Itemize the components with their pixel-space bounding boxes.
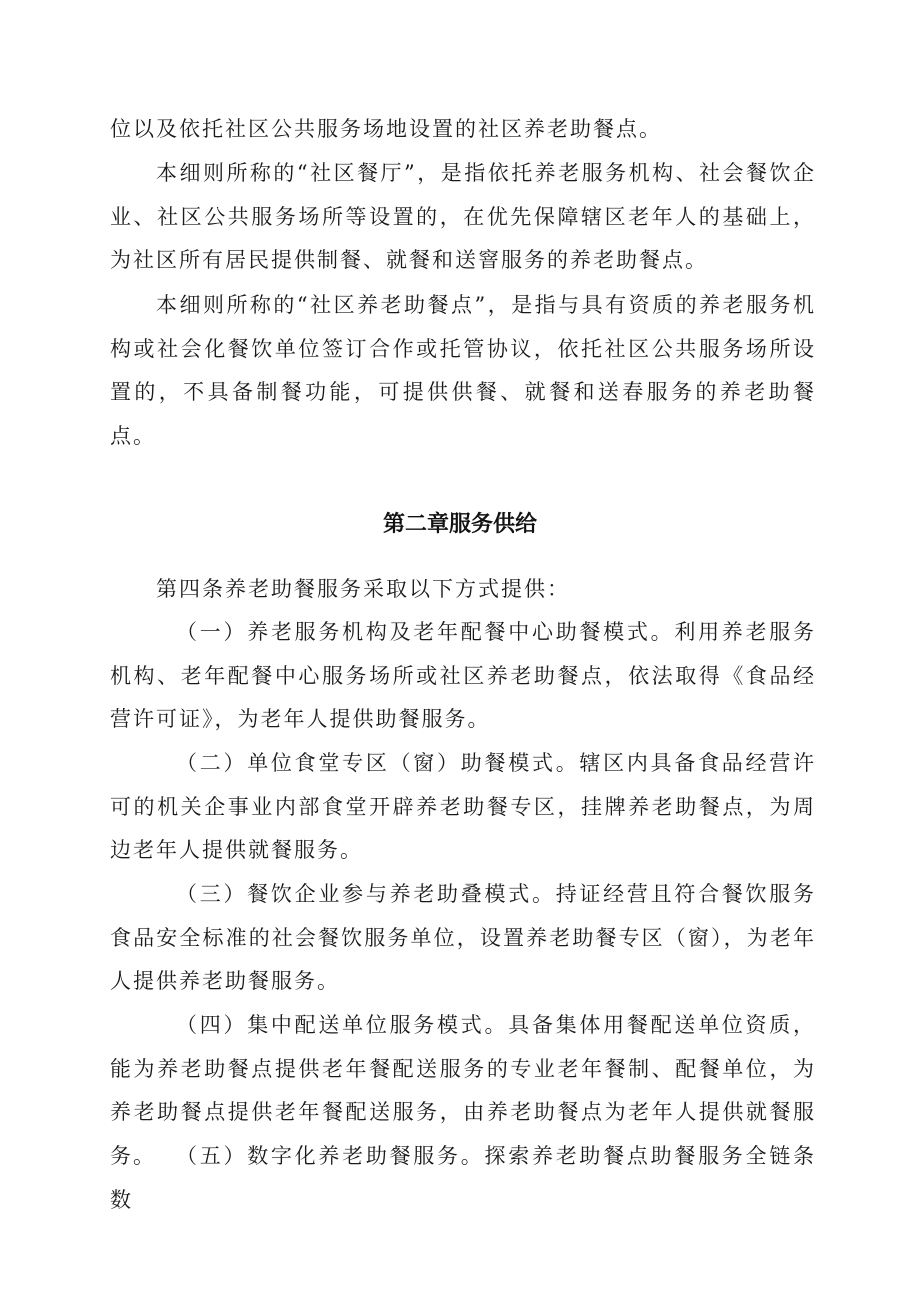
chapter-heading: 第二章服务供给 (382, 512, 537, 537)
paragraph-meal-point-definition: 本细则所称的“社区养老助餐点”，是指与具有资质的养老服务机构或社会化餐饮单位签订合作或托管协议，依托社区公共服务场所设置的，不具备制餐功能，可提供供餐、就餐和送春服务的养老助餐点。 (110, 293, 816, 448)
item-four: （四）集中配送单位服务模式。具备集体用餐配送单位资质，能为养老助餐点提供老年餐配送服务的专业老年餐制、配餐单位，为养老助餐点提供老年餐配送服务，由养老助餐点为老年人提供就餐服务。 (110, 1013, 816, 1168)
paragraph-continuation: 位以及依托社区公共服务场地设置的社区养老助餐点。 (110, 117, 662, 141)
item-three: （三）餐饮企业参与养老助叠模式。持证经营且符合餐饮服务食品安全标准的社会餐饮服务单位，设置养老助餐专区（窗），为老年人提供养老助餐服务。 (110, 882, 816, 993)
article-four-intro: 第四条养老助餐服务采取以下方式提供： (156, 577, 570, 601)
paragraph-community-restaurant-definition: 本细则所称的“社区餐厅”，是指依托养老服务机构、社会餐饮企业、社区公共服务场所等设置的，在优先保障辖区老年人的基础上，为社区所有居民提供制餐、就餐和送窨服务的养老助餐点。 (110, 161, 816, 272)
item-two: （二）单位食堂专区（窗）助餐模式。辖区内具备食品经营许可的机关企事业内部食堂开辟养老助餐专区，挂牌养老助餐点，为周边老年人提供就餐服务。 (110, 751, 816, 862)
item-one: （一）养老服务机构及老年配餐中心助餐模式。利用养老服务机构、老年配餐中心服务场所或社区养老助餐点，依法取得《食品经营许可证》，为老年人提供助餐服务。 (110, 620, 816, 731)
item-five: （五）数字化养老助餐服务。探索养老助餐点助餐服务全链条数 (110, 1144, 816, 1212)
